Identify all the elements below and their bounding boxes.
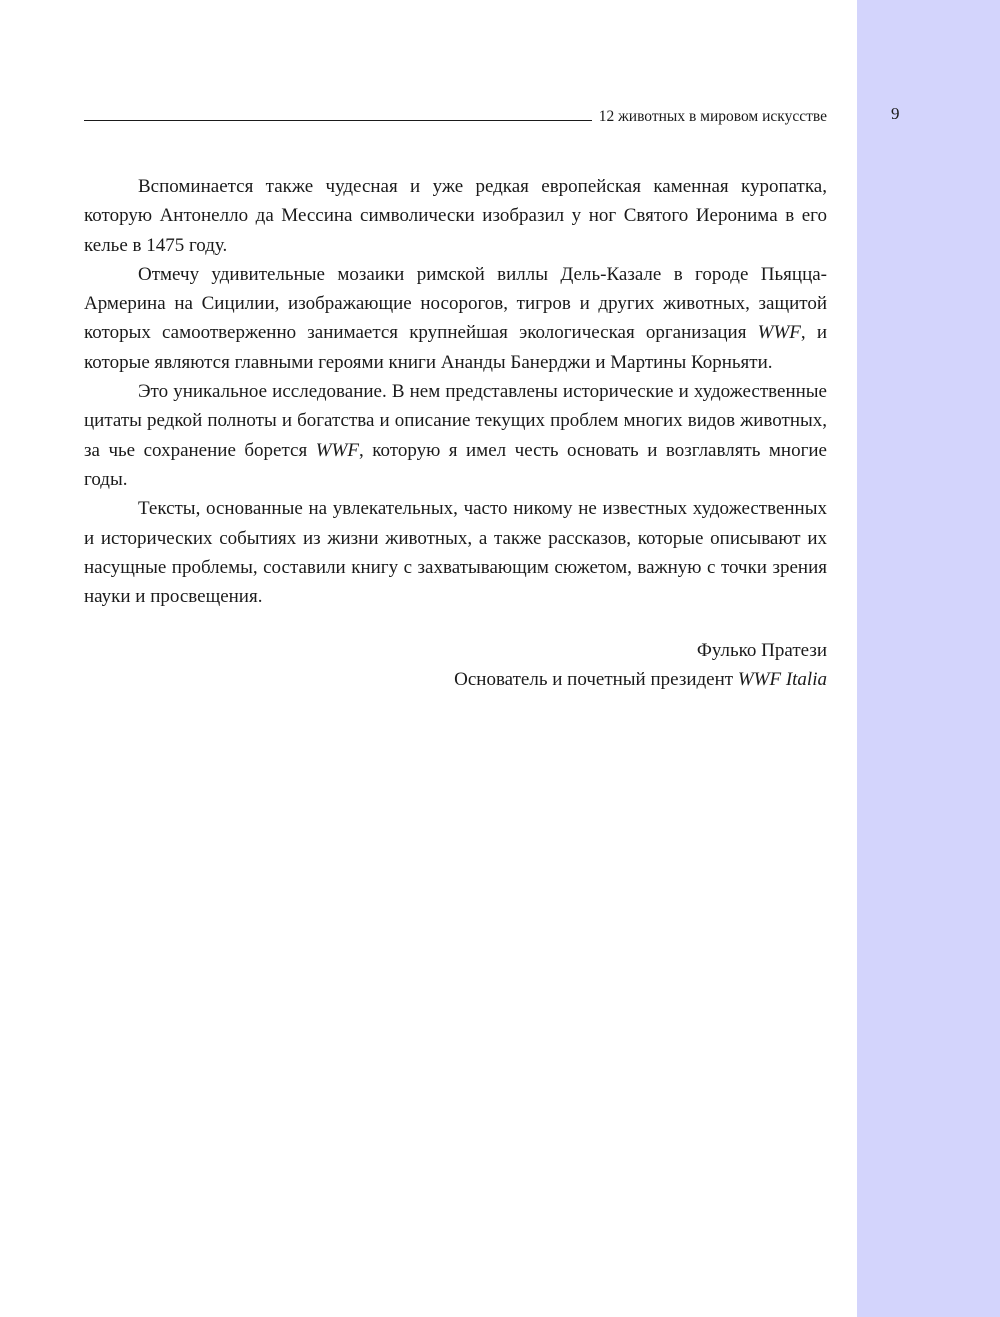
page-number: 9 [891, 104, 900, 123]
paragraph-3-wwf: WWF [315, 439, 359, 461]
paragraph-3 [84, 377, 827, 494]
paragraph-2-text: Отмечу удивительные мозаики римской виллы Дель-Казале в городе Пьяцца-Армерина на Сицилии, изображающие носорогов, тигров и других животных, защитой которых самоотверженно занимается крупнейшая экологическая организация [84, 263, 827, 344]
header-rule [84, 120, 592, 121]
signature-title-org: WWF Italia [737, 669, 827, 691]
paragraph-3-text: Это уникальное исследование. В нем представлены исторические и художественные цитаты редкой полноты и богатства и описание текущих проблем многих видов животных, за чье сохранение борется [84, 381, 827, 461]
running-title: 12 животных в мировом искусстве [598, 108, 827, 125]
signature-name: Фулько Пратези [696, 640, 827, 661]
body-text [84, 172, 827, 611]
signature [84, 636, 827, 695]
side-color-band [857, 0, 1000, 1317]
signature-title [84, 665, 827, 694]
paragraph-2-wwf: WWF [757, 322, 801, 344]
signature-title-text: Основатель и почетный президент [454, 669, 738, 691]
paragraph-1 [84, 172, 827, 260]
paragraph-1-text: Вспоминается также чудесная и уже редкая европейская каменная куропатка, которую Антонелло да Мессина символически изобразил у ног Святого Иеронима в его келье в 1475 году. [84, 176, 827, 256]
paragraph-2 [84, 260, 827, 377]
paragraph-2-text-end: , и которые являются главными героями книги Ананды Банерджи и Мартины Корньяти. [84, 322, 827, 373]
paragraph-4 [84, 494, 827, 611]
paragraph-3-text-end: , которую я имел честь основать и возглавлять многие годы. [84, 439, 827, 490]
paragraph-4-text: Тексты, основанные на увлекательных, часто никому не известных художественных и исторических событиях из жизни животных, а также рассказов, которые описывают их насущные проблемы, составили книгу с захватывающим сюжетом, важную с точки зрения науки и просвещения. [84, 498, 827, 608]
